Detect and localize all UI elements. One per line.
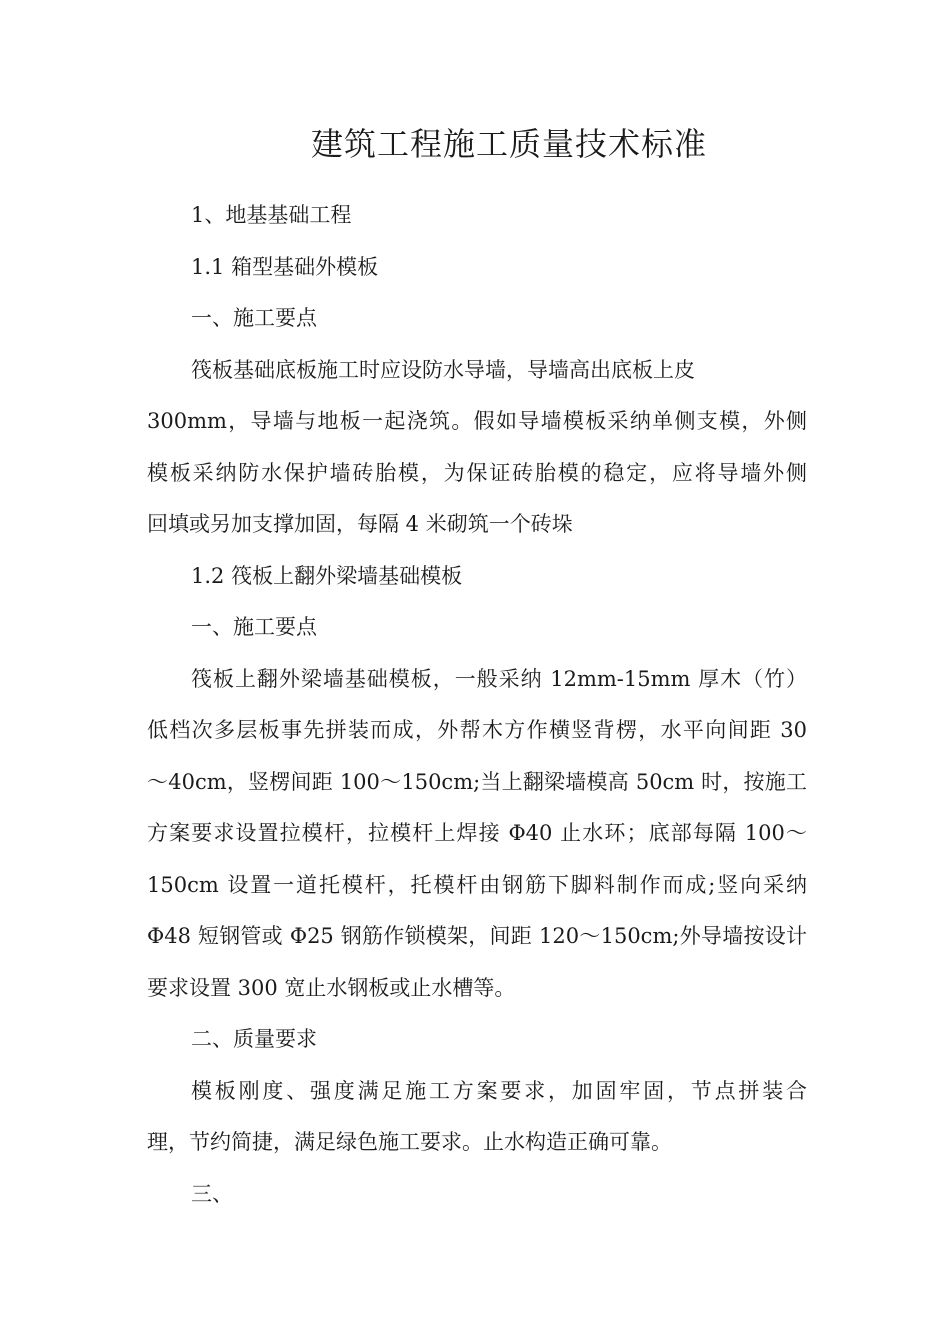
text-line: ～40cm，竖楞间距 100～150cm;当上翻梁墙模高 50cm 时，按施工 xyxy=(147,769,807,794)
text-line: 模板刚度、强度满足施工方案要求，加固牢固，节点拼装合 xyxy=(191,1078,807,1103)
text-line: 二、质量要求 xyxy=(191,1027,317,1051)
text-line: 1、地基基础工程 xyxy=(191,203,352,227)
text-line: 模板采纳防水保护墙砖胎模，为保证砖胎模的稳定，应将导墙外侧 xyxy=(147,460,807,485)
text-line: 低档次多层板事先拼装而成，外帮木方作横竖背楞，水平向间距 30 xyxy=(147,718,807,742)
text-line: 理，节约简捷，满足绿色施工要求。止水构造正确可靠。 xyxy=(147,1130,672,1154)
text-line: 方案要求设置拉模杆，拉模杆上焊接 Φ40 止水环；底部每隔 100～ xyxy=(147,821,807,845)
document-title: 建筑工程施工质量技术标准 xyxy=(310,125,707,163)
text-line: 筏板上翻外梁墙基础模板，一般采纳 12mm-15mm 厚木（竹） xyxy=(191,666,807,691)
text-line: 1.2 筏板上翻外梁墙基础模板 xyxy=(191,563,463,588)
text-line: 要求设置 300 宽止水钢板或止水槽等。 xyxy=(147,975,516,1000)
text-line: 150cm 设置一道托模杆，托模杆由钢筋下脚料制作而成;竖向采纳 xyxy=(147,872,807,897)
text-line: 一、施工要点 xyxy=(191,306,317,330)
document-body xyxy=(147,190,807,1220)
text-line: 1.1 箱型基础外模板 xyxy=(191,254,379,279)
text-line: 筏板基础底板施工时应设防水导墙，导墙高出底板上皮 xyxy=(191,357,695,382)
text-line: 三、 xyxy=(191,1181,233,1206)
text-line: Φ48 短钢管或 Φ25 钢筋作锁模架，间距 120～150cm;外导墙按设计 xyxy=(147,924,807,948)
text-line: 300mm，导墙与地板一起浇筑。假如导墙模板采纳单侧支模，外侧 xyxy=(147,409,808,433)
text-line: 回填或另加支撑加固，每隔 4 米砌筑一个砖垛 xyxy=(147,512,573,536)
text-line: 一、施工要点 xyxy=(191,615,317,639)
